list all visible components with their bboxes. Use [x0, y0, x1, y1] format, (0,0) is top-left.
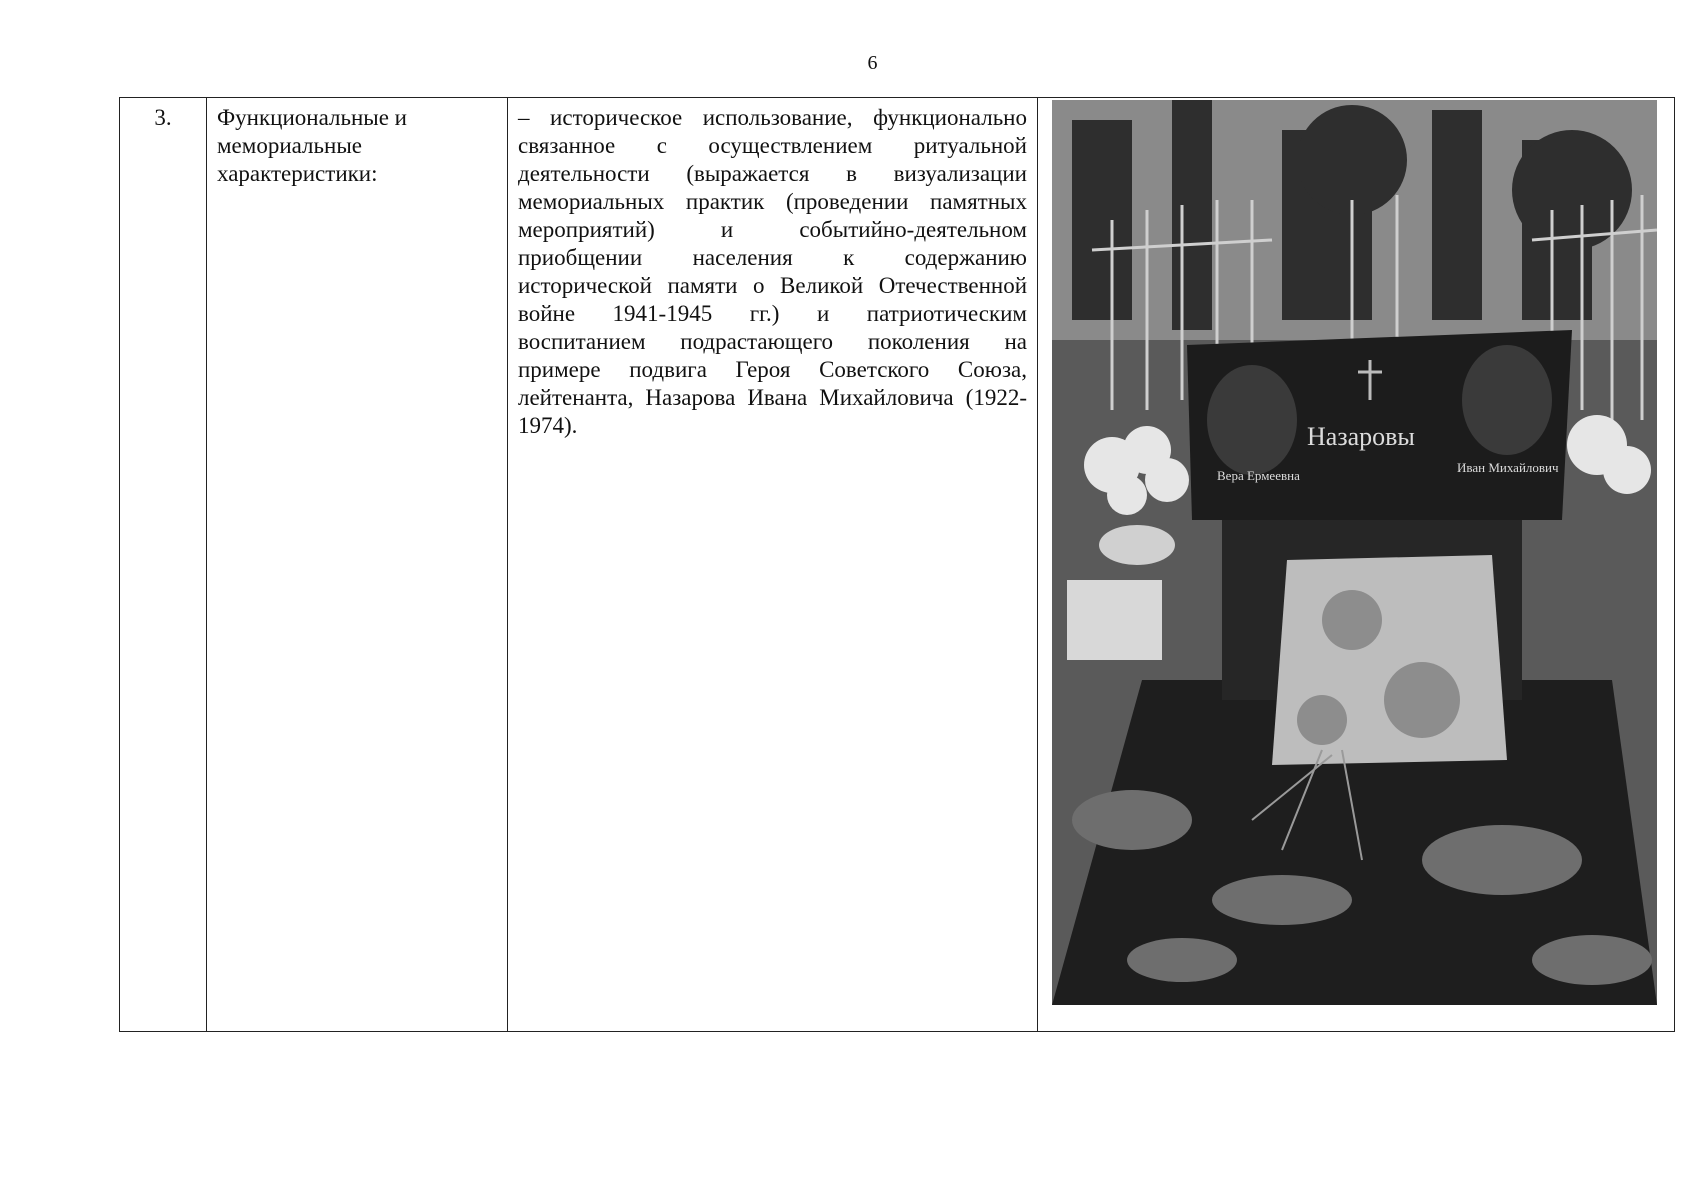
headstone-left-name: Вера Ермеевна: [1217, 468, 1300, 483]
photo-illustration: [1052, 100, 1657, 1005]
page-number: 6: [867, 52, 878, 74]
row-description: – историческое использование, функционально связанное с осуществлением ритуальной деятельности (выражается в визуализации мемориальных практик (проведении памятных мероприятий) и событийно-деятельном приобщении населения к содержанию исторической памяти о Великой Отечественной войне 1941-1945 гг.) и патриотическим воспитанием подрастающего поколения на примере подвига Героя Советского Союза, лейтенанта, Назарова Ивана Михайловича (1922-1974).: [508, 98, 1038, 1032]
grave-monument-photo: [1052, 100, 1657, 1005]
characteristics-table: [119, 97, 1675, 1032]
row-number: 3.: [120, 98, 207, 1032]
table-row: [120, 98, 1675, 1032]
row-title: Функциональные и мемориальные характеристики:: [207, 98, 508, 1032]
headstone-title: Назаровы: [1307, 422, 1415, 451]
photo-cell: [1038, 98, 1675, 1032]
headstone-right-name: Иван Михайлович: [1457, 460, 1559, 475]
